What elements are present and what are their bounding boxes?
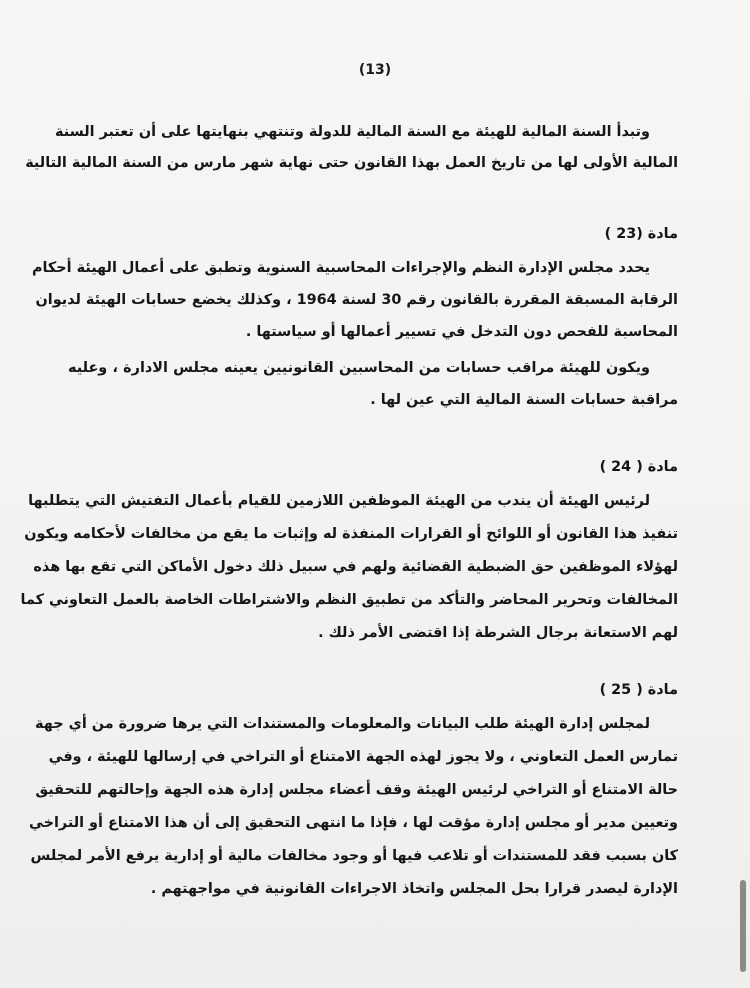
scrollbar[interactable] xyxy=(736,0,750,988)
article-25-paragraph xyxy=(29,714,678,899)
paragraph-line: مراقبة حسابات السنة المالية التي عين لها . xyxy=(370,392,678,408)
page-number: (13) xyxy=(358,62,392,78)
article-25-heading: مادة ( 25 ) xyxy=(599,682,678,698)
paragraph-line: تنفيذ هذا القانون أو اللوائح أو القرارات المنفذة له وإثبات ما يقع من مخالفات لأحكامه ويكون xyxy=(24,526,678,542)
article-24-heading: مادة ( 24 ) xyxy=(599,459,678,475)
paragraph-line: ويكون للهيئة مراقب حسابات من المحاسبين القانونيين يعينه مجلس الادارة ، وعليه xyxy=(68,360,650,376)
paragraph-line: يحدد مجلس الإدارة النظم والإجراءات المحاسبية السنوية وتطبق على أعمال الهيئة أحكام xyxy=(31,260,650,276)
article-23-paragraph-2 xyxy=(68,358,678,410)
article-23-heading: مادة (23 ) xyxy=(604,226,678,242)
paragraph-line: وتعيين مدير أو مجلس إدارة مؤقت لها ، فإذا ما انتهى التحقيق إلى أن هذا الامتناع أو التراخي xyxy=(29,815,678,831)
paragraph-line: لرئيس الهيئة أن يندب من الهيئة الموظفين اللازمين للقيام بأعمال التفتيش التي يتطلبها xyxy=(28,493,650,509)
paragraph-line: المحاسبة للفحص دون التدخل في تسيير أعمالها أو سياستها . xyxy=(245,324,678,340)
article-24-paragraph xyxy=(20,491,678,643)
article-23-paragraph-1 xyxy=(31,258,678,342)
paragraph-line: لمجلس إدارة الهيئة طلب البيانات والمعلومات والمستندات التي يرها ضرورة من أي جهة xyxy=(35,716,650,732)
paragraph-line: حالة الامتناع أو التراخي لرئيس الهيئة وقف أعضاء مجلس إدارة هذه الجهة وإحالتهم للتحقيق xyxy=(35,782,678,798)
paragraph-line: الإدارة ليصدر قرارا بحل المجلس واتخاذ الاجراءات القانونية في مواجهتهم . xyxy=(150,881,678,897)
paragraph-line: لهم الاستعانة برجال الشرطة إذا اقتضى الأمر ذلك . xyxy=(318,625,678,641)
intro-paragraph xyxy=(25,122,678,173)
paragraph-line: تمارس العمل التعاوني ، ولا يجوز لهذه الجهة الامتناع أو التراخي في إرسالها للهيئة ، وفي xyxy=(48,749,678,765)
paragraph-line: المخالفات وتحرير المحاضر والتأكد من تطبيق النظم والاشتراطات الخاصة بالعمل التعاوني كما xyxy=(20,592,678,608)
paragraph-line: لهؤلاء الموظفين حق الضبطية القضائية ولهم في سبيل ذلك دخول الأماكن التي تقع بها هذه xyxy=(33,559,678,575)
paragraph-line: المالية الأولى لها من تاريخ العمل بهذا القانون حتى نهاية شهر مارس من السنة المالية التالية xyxy=(25,155,678,171)
paragraph-line: الرقابة المسبقة المقررة بالقانون رقم 30 لسنة 1964 ، وكذلك يخضع حسابات الهيئة لديوان xyxy=(35,292,678,308)
scrollbar-thumb[interactable] xyxy=(740,880,746,972)
paragraph-line: كان بسبب فقد للمستندات أو تلاعب فيها أو وجود مخالفات مالية أو إدارية يرفع الأمر لمجلس xyxy=(30,848,678,864)
paragraph-line: وتبدأ السنة المالية للهيئة مع السنة المالية للدولة وتنتهي بنهايتها على أن تعتبر السنة xyxy=(54,124,650,140)
